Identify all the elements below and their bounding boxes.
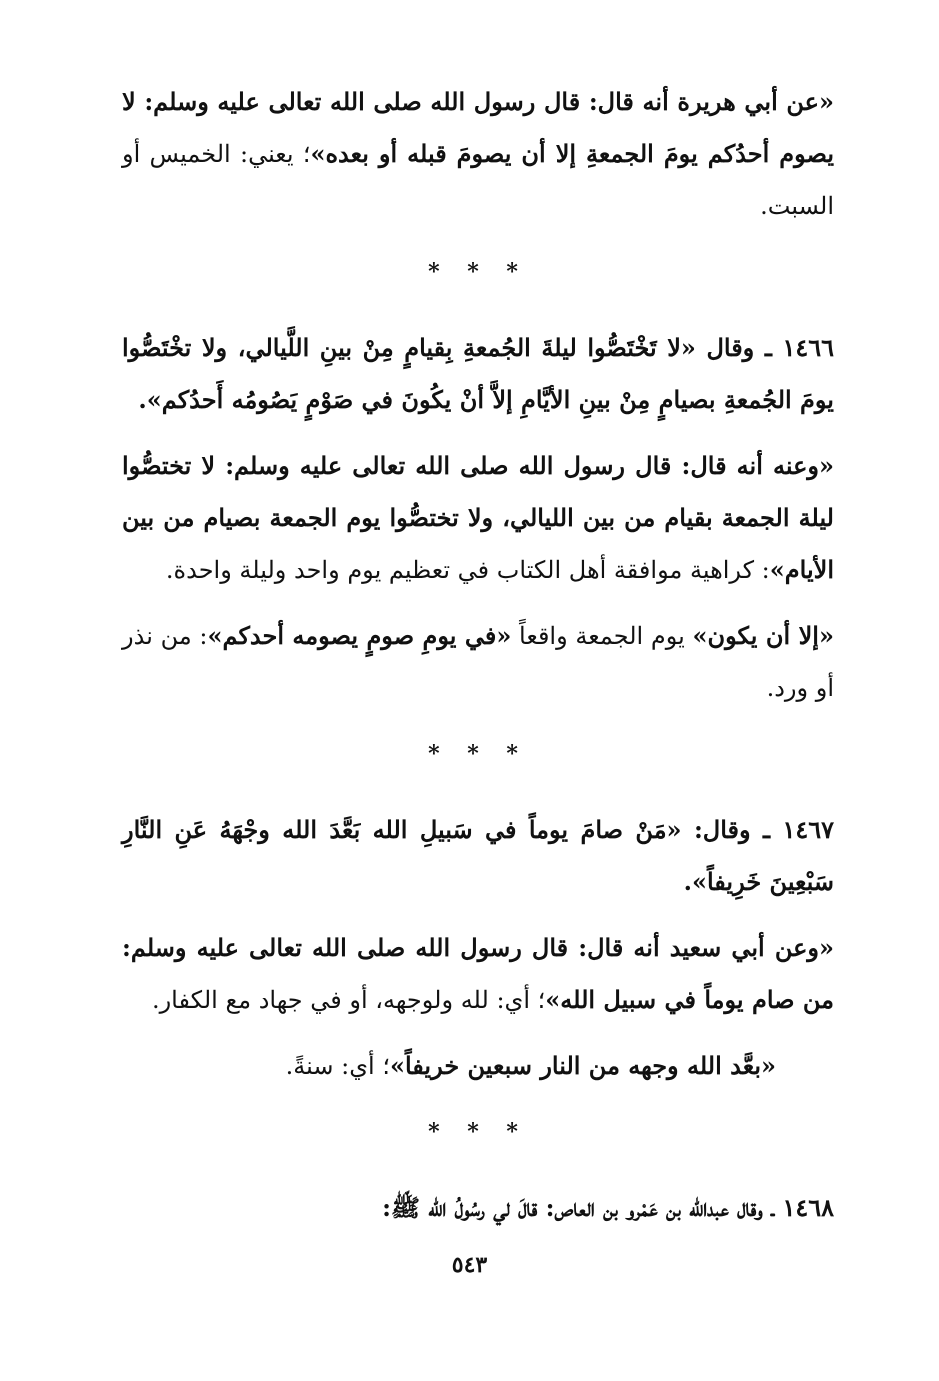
section-separator: * * * — [428, 1119, 528, 1145]
hadith-quote: «وعن أبي سعيد أنه قال: قال رسول الله صلى الله تعالى عليه وسلم: من صام يوماً في سبيل الله» — [122, 933, 834, 1014]
commentary-paragraph — [122, 922, 834, 1026]
section-separator: * * * — [428, 259, 528, 285]
hadith-1466: ١٤٦٦ ـ وقال «لا تَخْتَصُّوا ليلةَ الجُمعةِ بِقيامٍ مِنْ بينِ اللَّيالي، ولا تخْتَصُّوا يومَ الجُمعةِ بصيامٍ مِنْ بينِ الأيَّامِ إلاَّ أنْ يكُونَ في صَوْمٍ يَصُومُه أَحدُكم». — [122, 333, 834, 414]
commentary-gloss: ؛ أي: لله ولوجهه، أو في جهاد مع الكفار. — [151, 986, 546, 1014]
hadith-quote: «إلا أن يكون» — [692, 621, 834, 650]
hadith-quote: «عن أبي هريرة أنه قال: قال رسول الله صلى الله تعالى عليه وسلم: لا يصوم أحدُكم يومَ الجمعةِ إلا أن يصومَ قبله أو بعده» — [122, 87, 834, 168]
commentary-gloss: يوم الجمعة واقعاً — [511, 622, 693, 650]
commentary-gloss: : كراهية موافقة أهل الكتاب في تعظيم يوم واحد وليلة واحدة. — [165, 556, 770, 584]
commentary-paragraph — [122, 440, 834, 596]
commentary-gloss: ؛ أي: سنةً. — [285, 1052, 390, 1080]
hadith-quote: «بعَّد الله وجهه من النار سبعين خريفاً» — [389, 1051, 776, 1080]
hadith-quote: «في يومِ صومٍ يصومه أحدكم» — [207, 621, 512, 650]
commentary-paragraph — [122, 610, 834, 714]
section-separator: * * * — [428, 741, 528, 767]
commentary-gloss: ؛ يعني: الخميس أو السبت. — [122, 140, 834, 220]
page-number: ٥٤٣ — [451, 1252, 488, 1278]
commentary-paragraph — [122, 1040, 834, 1092]
hadith-quote: «وعنه أنه قال: قال رسول الله صلى الله تعالى عليه وسلم: لا تختصُّوا ليلة الجمعة بقيام من بين الليالي، ولا تختصُّوا يوم الجمعة بصيام من بين الأيام» — [122, 451, 834, 584]
commentary-gloss: : من نذر أو ورد. — [122, 622, 834, 702]
hadith-1467: ١٤٦٧ ـ وقال: «مَنْ صامَ يوماً في سَبيلِ الله بَعَّدَ الله وجْهَهُ عَنِ النَّارِ سَبْعِينَ خَرِيفاً». — [122, 815, 834, 896]
hadith-1468: ١٤٦٨ ـ وقال عبدالله بن عَمْرو بن العاص: قالَ لي رسُولُ الله ﷺ: — [382, 1193, 834, 1222]
commentary-paragraph — [122, 76, 834, 232]
page-body — [122, 76, 834, 1248]
